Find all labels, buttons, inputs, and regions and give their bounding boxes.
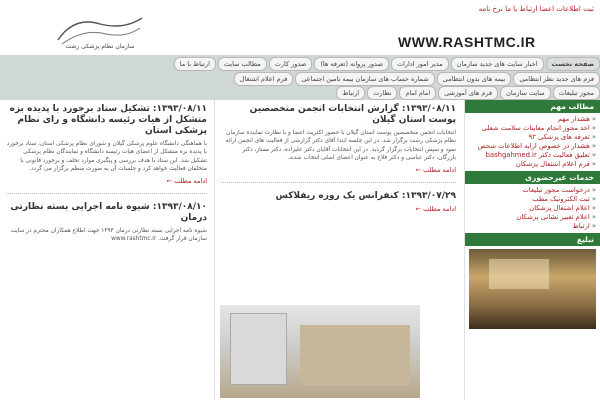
nav-item[interactable]: نظارت: [367, 86, 397, 100]
sidebar-link[interactable]: « فرم اعلام اشتغال پزشکان: [469, 160, 596, 169]
read-more-link[interactable]: ادامه مطلب ←: [415, 204, 456, 213]
nav-item[interactable]: مطالب سایت: [218, 57, 267, 71]
column-divider: [214, 100, 215, 400]
nav-item[interactable]: امام امام: [399, 86, 436, 100]
logo-image: [54, 10, 146, 52]
nav-item[interactable]: صفحه نخست: [546, 57, 600, 71]
nav-row-2: [234, 72, 600, 86]
services-links: [465, 184, 600, 233]
services-box-title: خدمات غیرحضوری: [465, 171, 600, 184]
news-text: انتخابات انجمن متخصصین پوست استان گیلان با حضور اکثریت اعضا و با نظارت نماینده سازمان نظام پزشکی رشت برگزار شد. در این جلسه ابتدا آقای دکتر گزارشی از فعالیت های انجمن ارائه نمود و سپس انتخابات برگزار گردید. در این انتخابات آقایان دکتر علیزاده، دکتر ممتاز، دکتر بازرگان، دکتر عباسی و دکتر فلاح به عنوان اعضای اصلی انتخاب شدند.: [225, 130, 456, 162]
sidebar-link[interactable]: « اعلام تغییر نشانی پزشکان: [469, 213, 596, 222]
news-title[interactable]: ۱۳۹۳/۰۸/۱۰: شیوه نامه اجرایی بسته نظارتی درمان: [10, 201, 207, 223]
news-title[interactable]: ۱۳۹۳/۰۷/۲۹: کنفرانس یک روزه ریفلاکس: [275, 190, 456, 201]
sidebar-link[interactable]: « درخواست مجوز تبلیغات: [469, 186, 596, 195]
read-more-link[interactable]: ادامه مطلب ←: [415, 165, 456, 174]
sidebar-link[interactable]: « هشدار مهم: [469, 115, 596, 124]
news-text: با هماهنگی دانشگاه علوم پزشکی گیلان و شورای نظام پزشکی استان، ستاد برخورد با پدیده بزه متشکل از اعضای هیات رئیسه دانشگاه و نمایندگان نظام پزشکی تشکیل شد. این ستاد با هدف بررسی و پیگیری موارد تخلف و برخورد قانونی با متخلفان فعالیت خواهد کرد و جلسات آن به صورت منظم برگزار می گردد.: [6, 141, 207, 173]
logo-text: سازمان نظام پزشکی رشت: [65, 43, 135, 50]
news-text: شیوه نامه اجرایی بسته نظارتی درمان ۱۳۹۳ جهت اطلاع همکاران محترم در سایت سازمان قرار گرفت. www.rashtmc.ir: [10, 227, 207, 243]
ad-banner-image[interactable]: [469, 249, 596, 329]
nav-item[interactable]: اخبار سایت های جدید سازمان: [451, 57, 544, 71]
read-more-link[interactable]: ادامه مطلب ←: [166, 176, 207, 185]
left-column: [0, 100, 213, 400]
nav-item[interactable]: صدور کارت: [269, 57, 313, 71]
news-title[interactable]: ۱۳۹۳/۰۸/۱۱: تشکیل ستاد برخورد با پدیده بزه متشکل از هیات رئیسه دانشگاه و رای نظام پزشکی استان: [9, 104, 207, 136]
important-box-title: مطالب مهم: [465, 100, 600, 113]
nav-bar: [0, 55, 600, 100]
conference-photo[interactable]: [220, 305, 420, 398]
nav-row-1: [174, 57, 600, 71]
nav-item[interactable]: مدیر امور ادارات: [391, 57, 449, 71]
nav-item[interactable]: فرم اعلام اشتغال: [234, 72, 294, 86]
news-item: [0, 198, 213, 248]
nav-item[interactable]: مجوز تبلیغات: [553, 86, 600, 100]
news-title[interactable]: ۱۳۹۳/۰۸/۱۱: گزارش انتخابات انجمن متخصصین پوست استان گیلان: [249, 104, 456, 125]
nav-item[interactable]: شماره حساب های سازمان بیمه تامین اجتماعی: [295, 72, 434, 86]
column-divider: [464, 100, 465, 400]
nav-item[interactable]: فرم های آموزشی: [438, 86, 498, 100]
site-url: WWW.RASHTMC.IR: [398, 34, 536, 50]
sidebar-link[interactable]: « تعلیق فعالیت دکتر bashgahmed.ir: [469, 151, 596, 160]
news-item: [215, 100, 462, 178]
sidebar-link[interactable]: « هشدار در خصوص ارایه اطلاعات شخص: [469, 142, 596, 151]
sidebar: [465, 100, 600, 400]
nav-item[interactable]: فرم های جدید نظر انتظامی: [513, 72, 600, 86]
nav-item[interactable]: بیمه های بدون انتظامی: [437, 72, 512, 86]
important-links: [465, 113, 600, 171]
nav-item[interactable]: ارتباط: [336, 86, 365, 100]
nav-row-3: [336, 86, 600, 100]
sidebar-link[interactable]: « ثبت الکترونیک مطب: [469, 195, 596, 204]
sidebar-link[interactable]: « اعلام اشتغال پزشکان: [469, 204, 596, 213]
top-links[interactable]: ثبت اطلاعات اعضا ارتباط با ما نرخ نامه: [478, 5, 594, 13]
nav-item[interactable]: سایت سازمان: [500, 86, 551, 100]
sidebar-link[interactable]: « ارتباط: [469, 222, 596, 231]
nav-item[interactable]: صدور پروانه (تعرفه ها): [314, 57, 389, 71]
news-item: [215, 187, 462, 217]
news-item: [0, 100, 213, 189]
sidebar-link[interactable]: « اخذ مجوز انجام معاینات سلامت شغلی: [469, 124, 596, 133]
ad-box-title: تبلیغ: [465, 233, 600, 246]
sidebar-link[interactable]: « تعرفه های پزشکی ۹۳: [469, 133, 596, 142]
nav-item[interactable]: ارتباط با ما: [174, 57, 216, 71]
